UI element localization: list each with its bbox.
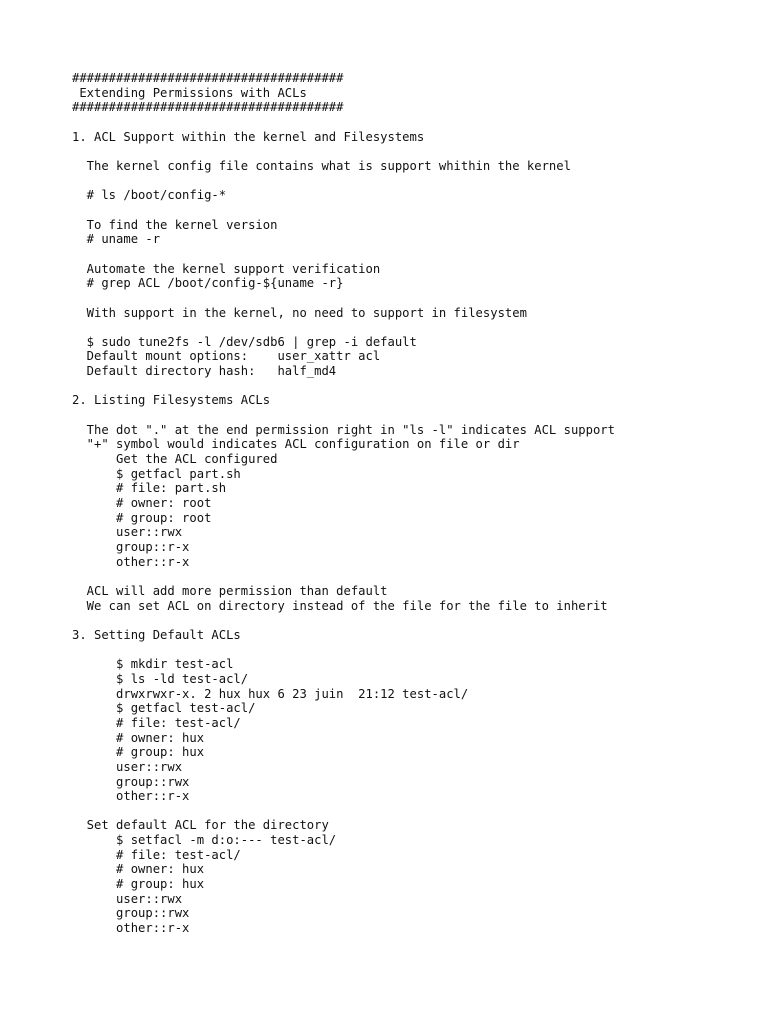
text-line	[72, 115, 615, 130]
text-line: # owner: hux	[72, 862, 205, 877]
text-line	[72, 643, 615, 658]
text-line: user::rwx	[72, 525, 183, 540]
text-line: # owner: hux	[72, 730, 205, 745]
text-line	[72, 247, 615, 262]
text-line: Extending Permissions with ACLs	[72, 85, 307, 100]
text-line	[72, 379, 615, 394]
text-line	[72, 203, 615, 218]
text-line: drwxrwxr-x. 2 hux hux 6 23 juin 21:12 test-acl/	[72, 686, 469, 701]
text-line: $ getfacl part.sh	[72, 466, 241, 481]
text-line: group::rwx	[72, 774, 190, 789]
text-line: other::r-x	[72, 554, 190, 569]
text-line: 3. Setting Default ACLs	[72, 627, 241, 642]
text-line: "+" symbol would indicates ACL configuration on file or dir	[72, 437, 520, 452]
text-line	[72, 804, 615, 819]
text-line: The kernel config file contains what is support whithin the kernel	[72, 158, 571, 173]
text-line	[72, 320, 615, 335]
text-line	[72, 291, 615, 306]
text-line: # ls /boot/config-*	[72, 188, 227, 203]
text-line: #####################################	[72, 100, 344, 115]
text-line: #####################################	[72, 71, 344, 85]
text-line: # file: test-acl/	[72, 715, 241, 730]
text-line: # uname -r	[72, 232, 161, 247]
text-line: # group: root	[72, 510, 212, 525]
text-line: We can set ACL on directory instead of the file for the file to inherit	[72, 598, 608, 613]
text-line: other::r-x	[72, 789, 190, 804]
text-line: 2. Listing Filesystems ACLs	[72, 393, 271, 408]
text-line: Default mount options: user_xattr acl	[72, 349, 381, 364]
text-line: Set default ACL for the directory	[72, 818, 329, 833]
text-line: $ ls -ld test-acl/	[72, 671, 249, 686]
text-line: # file: part.sh	[72, 481, 227, 496]
text-line: user::rwx	[72, 891, 183, 906]
text-line: group::r-x	[72, 540, 190, 554]
text-line: $ mkdir test-acl	[72, 657, 234, 672]
text-line: # group: hux	[72, 877, 205, 892]
text-line: Automate the kernel support verification	[72, 261, 381, 276]
document-text	[72, 71, 615, 936]
text-line: $ getfacl test-acl/	[72, 701, 256, 716]
text-line: # grep ACL /boot/config-${uname -r}	[72, 276, 344, 291]
text-line: ACL will add more permission than default	[72, 583, 388, 598]
text-line: With support in the kernel, no need to support in filesystem	[72, 305, 527, 320]
text-line	[72, 613, 615, 628]
text-line: # owner: root	[72, 496, 212, 511]
text-line: The dot "." at the end permission right in "ls -l" indicates ACL support	[72, 422, 615, 437]
text-line: Default directory hash: half_md4	[72, 364, 337, 379]
text-line: other::r-x	[72, 921, 190, 936]
text-line	[72, 144, 615, 159]
text-line: $ sudo tune2fs -l /dev/sdb6 | grep -i default	[72, 334, 417, 349]
text-line: group::rwx	[72, 906, 190, 921]
text-line: 1. ACL Support within the kernel and Filesystems	[72, 129, 425, 144]
text-line: $ setfacl -m d:o:--- test-acl/	[72, 833, 337, 848]
text-line: # group: hux	[72, 745, 205, 760]
text-line	[72, 569, 615, 584]
text-line: To find the kernel version	[72, 217, 278, 232]
text-line	[72, 408, 615, 423]
text-line: Get the ACL configured	[72, 452, 278, 467]
text-line: user::rwx	[72, 759, 183, 774]
text-line: # file: test-acl/	[72, 847, 241, 862]
text-line	[72, 174, 615, 189]
